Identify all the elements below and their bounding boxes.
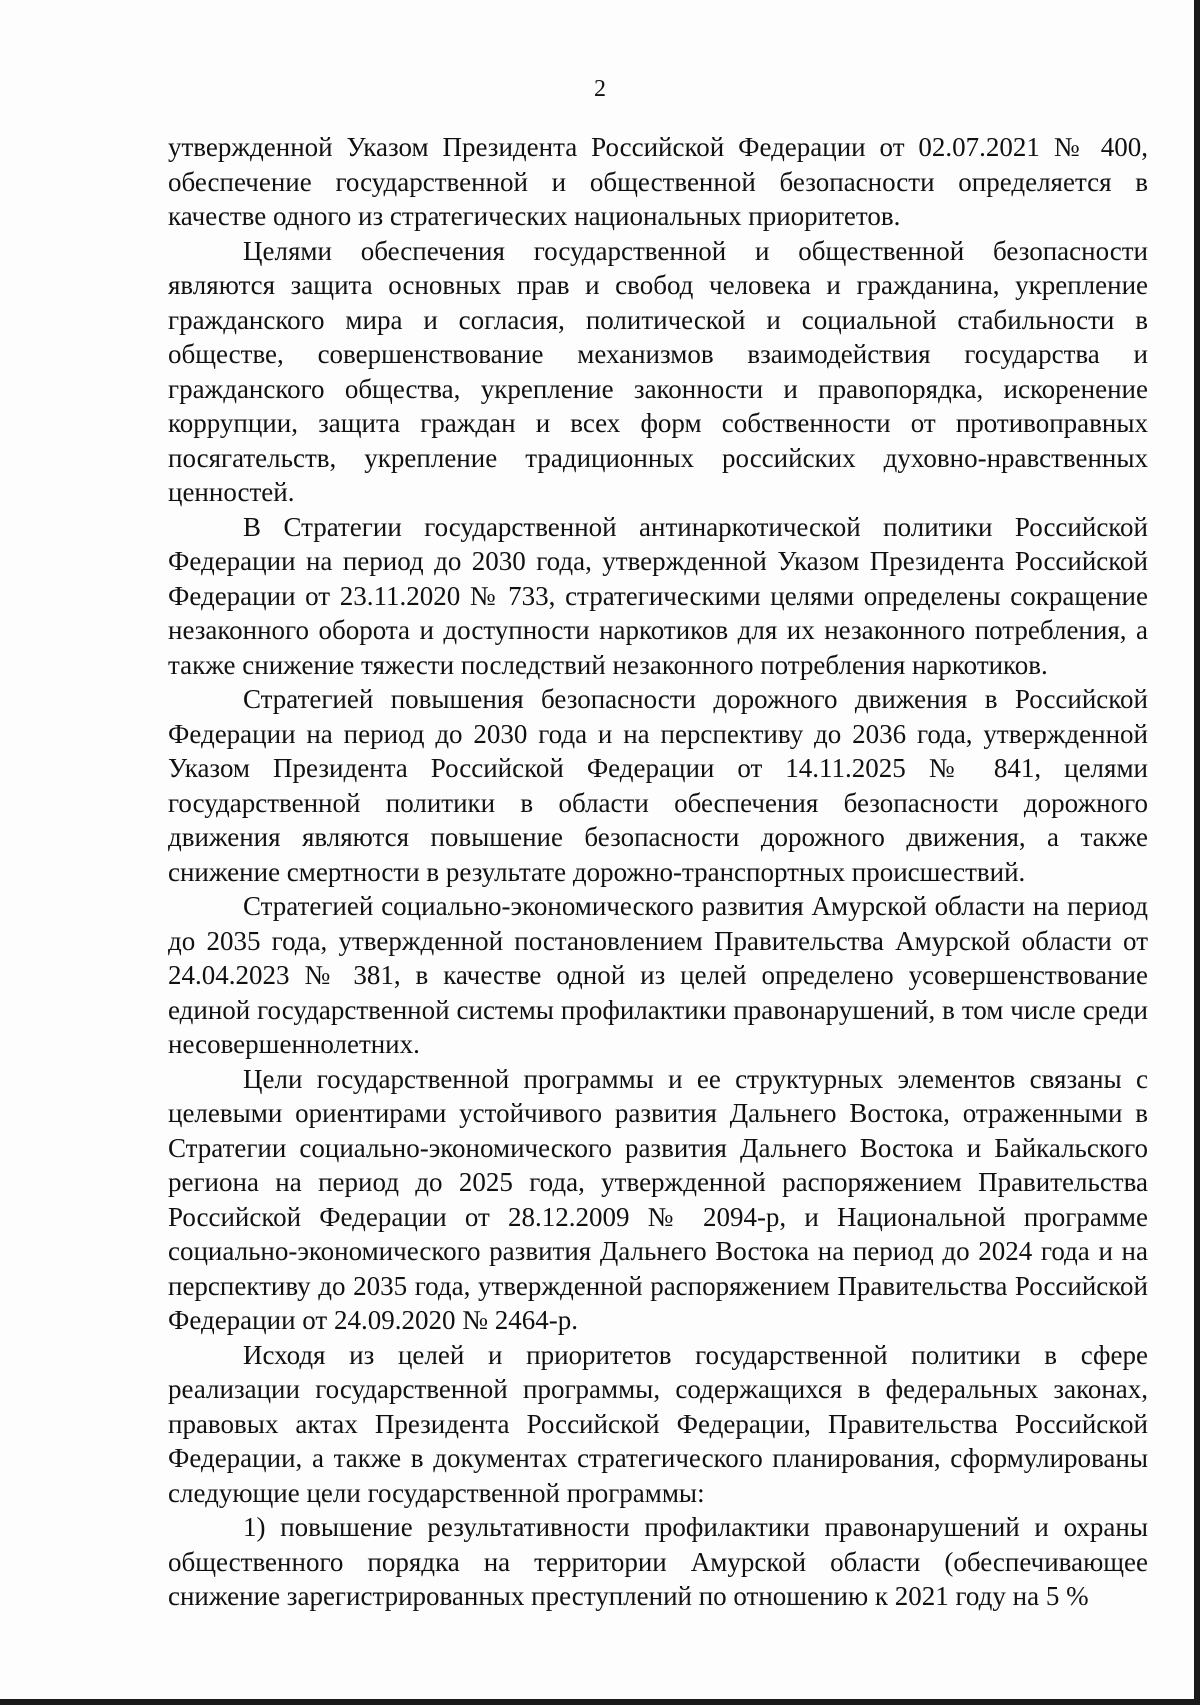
scan-edge-bottom: [0, 1699, 1200, 1705]
paragraph-road-safety-strategy: Стратегией повышения безопасности дорожного движения в Российской Федерации на период до 2030 года и на перспективу до 2036 года, утвержденной Указом Президента Российской Федерации от 14.11.2025 № 841, целями государственной политики в области обеспечения безопасности дорожного движения являются повышение безопасности дорожного движения, а также снижение смертности в результате дорожно-транспортных происшествий.: [168, 684, 1148, 887]
paragraph-security-goals: Целями обеспечения государственной и общественной безопасности являются защита основных прав и свобод человека и гражданина, укрепление гражданского мира и согласия, политической и социальной стабильности в обществе, совершенствование механизмов взаимодействия государства и гражданского общества, укрепление законности и правопорядка, искоренение коррупции, защита граждан и всех форм собственности от противоправных посягательств, укрепление традиционных российских духовно-нравственных ценностей.: [168, 235, 1148, 507]
paragraph-far-east-goals: Цели государственной программы и ее структурных элементов связаны с целевыми ориентирами устойчивого развития Дальнего Востока, отраженными в Стратегии социально-экономического развития Дальнего Востока и Байкальского региона на период до 2025 года, утвержденной распоряжением Правительства Российской Федерации от 28.12.2009 № 2094-р, и Национальной программе социально-экономического развития Дальнего Востока на период до 2024 года и на перспективу до 2035 года, утвержденной распоряжением Правительства Российской Федерации от 24.09.2020 № 2464-р.: [168, 1063, 1148, 1335]
document-body: [168, 130, 1148, 1614]
paragraph-antidrug-strategy: В Стратегии государственной антинаркотической политики Российской Федерации на период до 2030 года, утвержденной Указом Президента Российской Федерации от 23.11.2020 № 733, стратегическими целями определены сокращение незаконного оборота и доступности наркотиков для их незаконного потребления, а также снижение тяжести последствий незаконного потребления наркотиков.: [168, 511, 1148, 680]
paragraph-continuation: утвержденной Указом Президента Российской Федерации от 02.07.2021 № 400, обеспечение государственной и общественной безопасности определяется в качестве одного из стратегических национальных приоритетов.: [168, 132, 1148, 231]
paragraph-amur-strategy: Стратегией социально-экономического развития Амурской области на период до 2035 года, утвержденной постановлением Правительства Амурской области от 24.04.2023 № 381, в качестве одной из целей определено усовершенствование единой государственной системы профилактики правонарушений, в том числе среди несовершеннолетних.: [168, 891, 1148, 1059]
paragraph-program-goals-intro: Исходя из целей и приоритетов государственной политики в сфере реализации государственной программы, содержащихся в федеральных законах, правовых актах Президента Российской Федерации, Правительства Российской Федерации, а также в документах стратегического планирования, сформулированы следующие цели государственной программы:: [168, 1339, 1148, 1508]
scan-edge-right: [1194, 0, 1200, 1705]
paragraph-goal-1: 1) повышение результативности профилактики правонарушений и охраны общественного порядка на территории Амурской области (обеспечивающее снижение зарегистрированных преступлений по отношению к 2021 году на 5 %: [168, 1512, 1148, 1611]
page-number: 2: [594, 76, 606, 102]
